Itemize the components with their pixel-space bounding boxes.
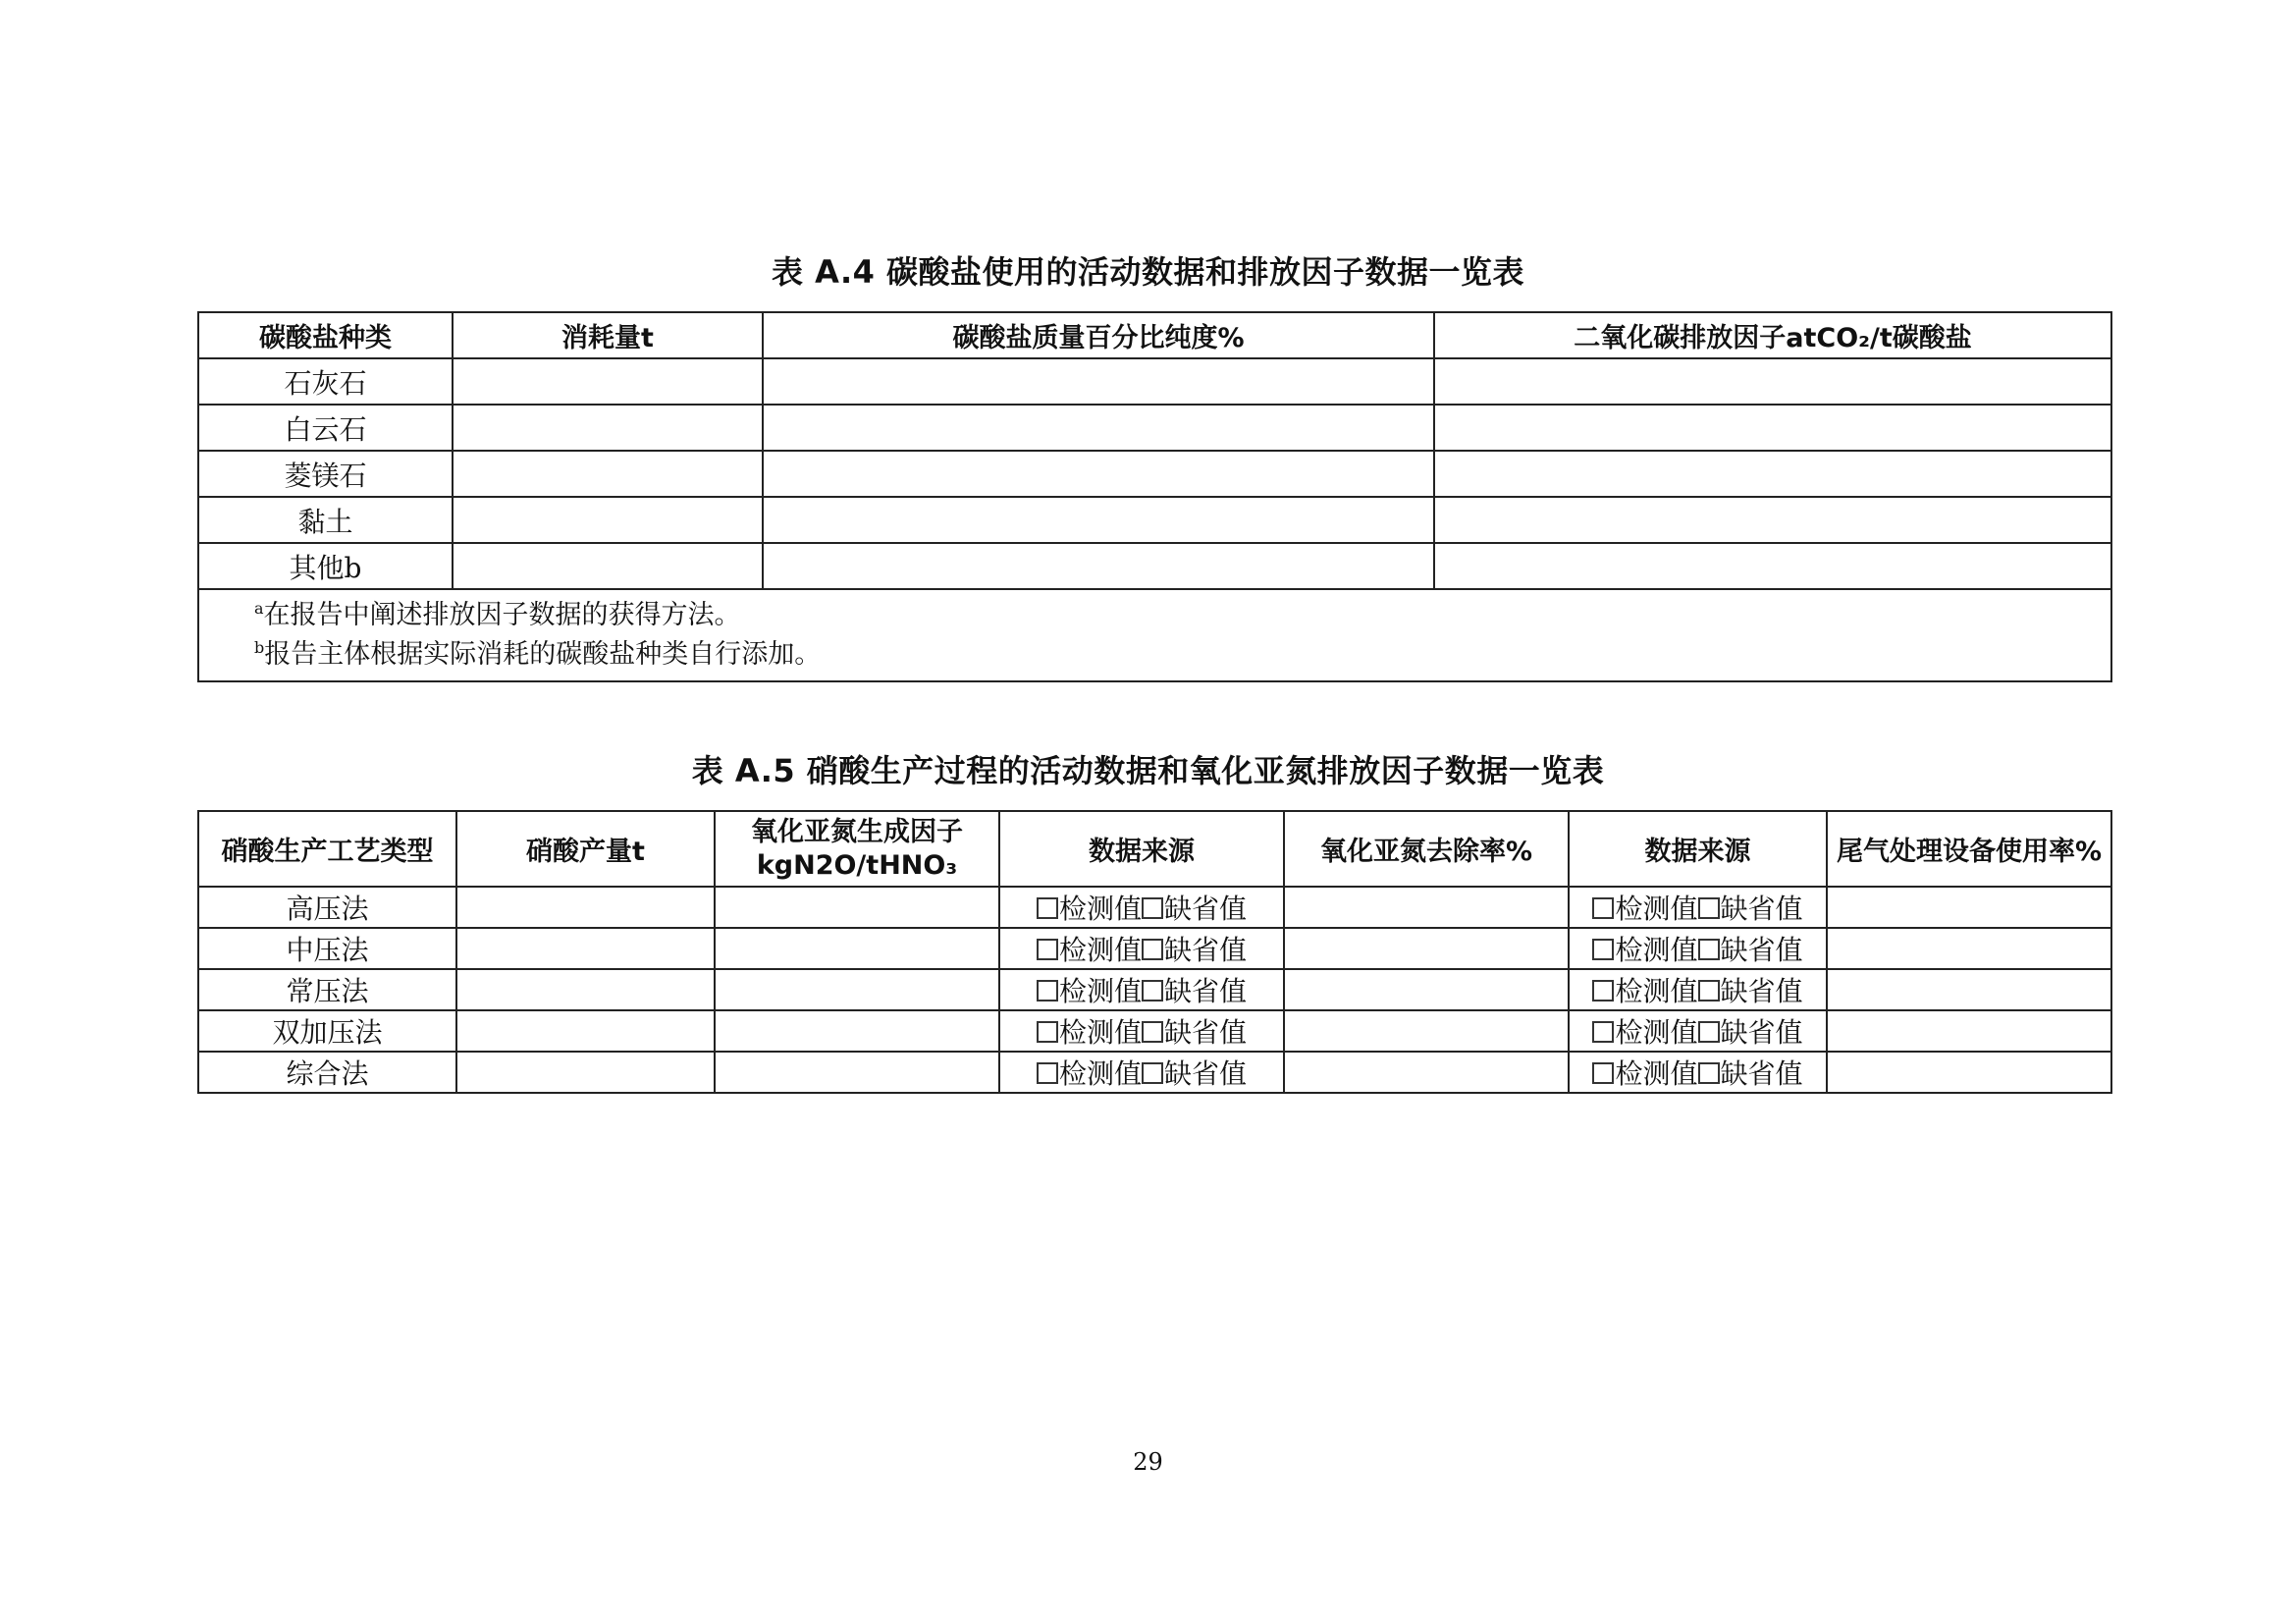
removal-rate-cell[interactable] [1284,887,1569,928]
header-process-type: 硝酸生产工艺类型 [198,811,456,887]
header-carbonate-type: 碳酸盐种类 [198,312,453,358]
data-source-options: 检测值 缺省值 [999,1052,1284,1093]
row-label: 黏土 [198,497,453,543]
checkbox-default[interactable] [1698,897,1720,919]
emission-factor-cell[interactable] [1434,405,2111,451]
carbonate-table [197,311,2112,682]
consumption-cell[interactable] [453,405,763,451]
header-consumption: 消耗量t [453,312,763,358]
table-row [198,969,2111,1010]
checkbox-measured[interactable] [1037,1021,1058,1043]
checkbox-measured[interactable] [1592,980,1614,1001]
table-row [198,1052,2111,1093]
consumption-cell[interactable] [453,543,763,589]
checkbox-default[interactable] [1142,897,1163,919]
checkbox-default[interactable] [1698,1021,1720,1043]
row-label: 其他b [198,543,453,589]
consumption-cell[interactable] [453,358,763,405]
generation-factor-cell[interactable] [715,1010,999,1052]
checkbox-measured[interactable] [1037,980,1058,1001]
checkbox-default[interactable] [1142,1021,1163,1043]
row-label: 菱镁石 [198,451,453,497]
table1-caption: 表 A.4 碳酸盐使用的活动数据和排放因子数据一览表 [771,253,1525,291]
checkbox-measured[interactable] [1037,1062,1058,1084]
row-label: 石灰石 [198,358,453,405]
checkbox-measured[interactable] [1592,939,1614,960]
row-label: 双加压法 [198,1010,456,1052]
row-label: 中压法 [198,928,456,969]
page-number: 29 [1133,1448,1163,1476]
production-cell[interactable] [456,887,715,928]
usage-rate-cell[interactable] [1827,1010,2111,1052]
header-data-source: 数据来源 [999,811,1284,887]
table-row [198,497,2111,543]
emission-factor-cell[interactable] [1434,543,2111,589]
note-b: $^b$报告主体根据实际消耗的碳酸盐种类自行添加。 [254,638,822,670]
usage-rate-cell[interactable] [1827,887,2111,928]
emission-factor-cell[interactable] [1434,358,2111,405]
data-source-options: 检测值 缺省值 [1569,928,1827,969]
checkbox-measured[interactable] [1592,1021,1614,1043]
data-source-options: 检测值 缺省值 [999,887,1284,928]
header-production: 硝酸产量t [456,811,715,887]
row-label: 常压法 [198,969,456,1010]
checkbox-default[interactable] [1698,1062,1720,1084]
checkbox-default[interactable] [1142,939,1163,960]
header-emission-factor: 二氧化碳排放因子atCO₂/t碳酸盐 [1434,312,2111,358]
production-cell[interactable] [456,1052,715,1093]
data-source-options: 检测值 缺省值 [1569,1052,1827,1093]
removal-rate-cell[interactable] [1284,928,1569,969]
checkbox-measured[interactable] [1037,897,1058,919]
data-source-options: 检测值 缺省值 [999,969,1284,1010]
table-row [198,887,2111,928]
emission-factor-cell[interactable] [1434,497,2111,543]
checkbox-default[interactable] [1698,939,1720,960]
checkbox-default[interactable] [1142,980,1163,1001]
consumption-cell[interactable] [453,497,763,543]
header-removal-rate: 氧化亚氮去除率% [1284,811,1569,887]
table-row [198,1010,2111,1052]
purity-cell[interactable] [763,497,1434,543]
data-source-options: 检测值 缺省值 [1569,887,1827,928]
generation-factor-cell[interactable] [715,928,999,969]
data-source-options: 检测值 缺省值 [1569,1010,1827,1052]
header-usage-rate: 尾气处理设备使用率% [1827,811,2111,887]
row-label: 白云石 [198,405,453,451]
production-cell[interactable] [456,1010,715,1052]
purity-cell[interactable] [763,405,1434,451]
checkbox-measured[interactable] [1592,1062,1614,1084]
table-row [198,543,2111,589]
removal-rate-cell[interactable] [1284,969,1569,1010]
header-data-source: 数据来源 [1569,811,1827,887]
header-generation-factor: 氧化亚氮生成因子 kgN2O/tHNO₃ [715,811,999,887]
data-source-options: 检测值 缺省值 [999,928,1284,969]
row-label: 高压法 [198,887,456,928]
header-purity: 碳酸盐质量百分比纯度% [763,312,1434,358]
removal-rate-cell[interactable] [1284,1010,1569,1052]
checkbox-default[interactable] [1142,1062,1163,1084]
purity-cell[interactable] [763,451,1434,497]
emission-factor-cell[interactable] [1434,451,2111,497]
purity-cell[interactable] [763,358,1434,405]
note-a: $^a$在报告中阐述排放因子数据的获得方法。 [254,599,741,630]
table-notes [198,589,2111,681]
usage-rate-cell[interactable] [1827,1052,2111,1093]
table-row [198,928,2111,969]
row-label: 综合法 [198,1052,456,1093]
generation-factor-cell[interactable] [715,887,999,928]
data-source-options: 检测值 缺省值 [1569,969,1827,1010]
checkbox-default[interactable] [1698,980,1720,1001]
production-cell[interactable] [456,969,715,1010]
usage-rate-cell[interactable] [1827,928,2111,969]
table-row [198,358,2111,405]
production-cell[interactable] [456,928,715,969]
generation-factor-cell[interactable] [715,1052,999,1093]
usage-rate-cell[interactable] [1827,969,2111,1010]
checkbox-measured[interactable] [1592,897,1614,919]
table-row [198,451,2111,497]
consumption-cell[interactable] [453,451,763,497]
removal-rate-cell[interactable] [1284,1052,1569,1093]
table2-caption: 表 A.5 硝酸生产过程的活动数据和氧化亚氮排放因子数据一览表 [691,752,1605,789]
table-row [198,405,2111,451]
purity-cell[interactable] [763,543,1434,589]
data-source-options: 检测值 缺省值 [999,1010,1284,1052]
generation-factor-cell[interactable] [715,969,999,1010]
nitric-acid-table [197,810,2112,1094]
checkbox-measured[interactable] [1037,939,1058,960]
